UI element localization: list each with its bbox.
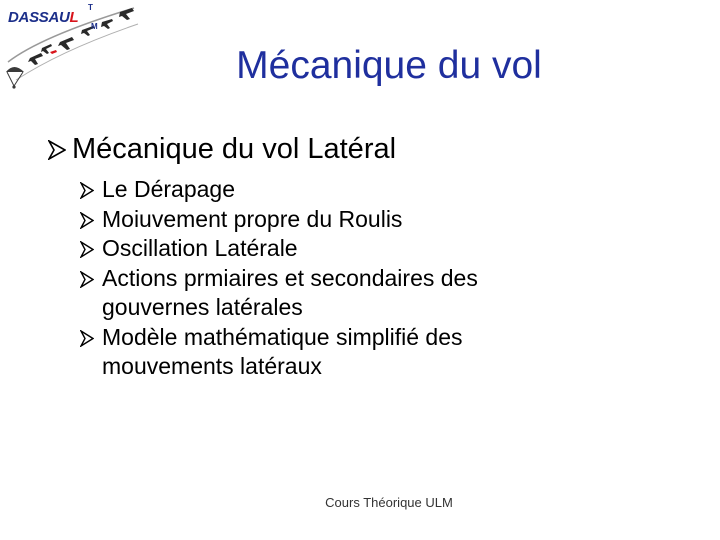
sub-bullet-text: Modèle mathématique simplifié des	[102, 323, 463, 350]
main-bullet-text: Mécanique du vol Latéral	[72, 133, 397, 165]
sub-bullet-continuation: gouvernes latérales	[102, 294, 303, 320]
arrow-right-icon	[48, 140, 66, 160]
list-item	[80, 264, 700, 323]
main-bullet	[48, 132, 396, 167]
sub-bullet-list	[80, 175, 700, 382]
slide-title: Mécanique du vol	[236, 44, 542, 87]
list-item	[80, 234, 700, 264]
sub-bullet-text: Le Dérapage	[102, 176, 235, 202]
list-item	[80, 175, 700, 205]
arrow-right-icon	[80, 271, 94, 288]
slide-footer: Cours Théorique ULM	[325, 495, 453, 510]
arrow-right-icon	[80, 212, 94, 229]
sub-bullet-text: Actions prmiaires et secondaires des	[102, 264, 478, 291]
arrow-right-icon	[80, 182, 94, 199]
logo-wordmark	[8, 10, 78, 25]
logo-brand-part1: DASSAU	[8, 9, 70, 26]
logo-brand-part2: L	[69, 9, 79, 26]
sub-bullet-text: Moiuvement propre du Roulis	[102, 205, 403, 232]
logo-tm-bottom: M	[91, 22, 98, 31]
sub-bullet-continuation: mouvements latéraux	[102, 353, 322, 379]
list-item	[80, 323, 700, 382]
sub-bullet-text: Oscillation Latérale	[102, 235, 298, 261]
arrow-right-icon	[80, 241, 94, 258]
logo-tm-top: T	[88, 3, 93, 12]
list-item	[80, 205, 700, 235]
arrow-right-icon	[80, 330, 94, 347]
